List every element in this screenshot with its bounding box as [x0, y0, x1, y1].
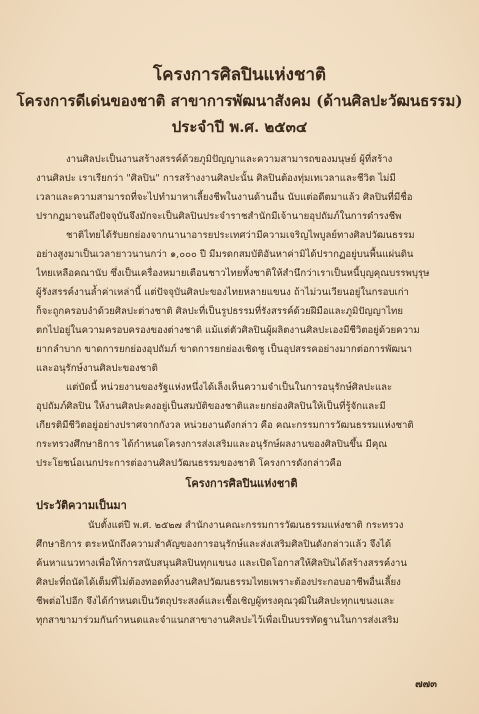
paragraph-line: ปรากฏมาจนถึงปัจจุบันจึงมักจะเป็นศิลปินประจำราชสำนักมีเจ้านายอุปถัมภ์ในการดำรงชีพ: [36, 211, 402, 222]
paragraph-line: ศิลปะที่ถนัดได้เต็มที่ไม่ต้องทอดทิ้งงานศิลปวัฒนธรรมไทยเพราะต้องประกอบอาชีพอื่นเลี้ยง: [36, 577, 401, 588]
paragraph-line: ตกไปอยู่ในความครอบครองของต่างชาติ แม้แต่ตัวศิลปินผู้ผลิตงานศิลปะเองมีชีวิตอยู่ด้วยความ: [36, 325, 420, 336]
paragraph-line: ชาติไทยได้รับยกย่องจากนานาอารยประเทศว่ามีความเจริญไพบูลย์ทางศิลปวัฒนธรรม: [66, 230, 415, 241]
history-heading: ประวัติความเป็นมา: [36, 499, 127, 512]
paragraph-line: เกียรติมีชีวิตอยู่อย่างปราศจากกังวล หน่วยงานดังกล่าว คือ คณะกรรมการวัฒนธรรมแห่งชาติ: [36, 420, 414, 431]
paragraph-line: ไทยเหลือคณานับ ซึ่งเป็นเครื่องหมายเตือนชาวไทยทั้งชาติให้สำนึกว่าเราเป็นหนี้บุญคุณบรรพบุรุษ: [36, 268, 430, 279]
paragraph-line: งานศิลปะ เราเรียกว่า "ศิลปิน" การสร้างงานศิลปะนั้น ศิลปินต้องทุ่มเทเวลาและชีวิต ไม่มี: [36, 173, 396, 184]
paragraph-line: และอนุรักษ์งานศิลปะของชาติ: [36, 363, 158, 374]
title-block: [0, 62, 479, 140]
page-subtitle: โครงการดีเด่นของชาติ สาขาการพัฒนาสังคม (ด้านศิลปะวัฒนธรรม): [16, 92, 463, 110]
paragraph-line: ประโยชน์อเนกประการต่องานศิลปวัฒนธรรมของชาติ โครงการดังกล่าวคือ: [36, 458, 342, 469]
paragraph-line: ก็จะถูกครอบงำด้วยศิลปะต่างชาติ ศิลปะที่เป็นรูปธรรมที่รังสรรค์ด้วยฝีมือและภูมิปัญญาไทย: [36, 306, 403, 317]
page-title: โครงการศิลปินแห่งชาติ: [152, 65, 327, 85]
paragraph-line: ศึกษาธิการ ตระหนักถึงความสำคัญของการอนุรักษ์และส่งเสริมศิลปินดังกล่าวแล้ว จึงได้: [36, 539, 392, 550]
paragraph-line: เวลาและความสามารถที่จะไปทำมาหาเลี้ยงชีพในงานด้านอื่น นับแต่อดีตมาแล้ว ศิลปินที่มีชื่อ: [36, 192, 413, 203]
paragraph-line: ทุกสาขามาร่วมกันกำหนดและจำแนกสาขางานศิลปะไว้เพื่อเป็นบรรทัดฐานในการส่งเสริม: [36, 615, 399, 626]
paragraph-line: นับตั้งแต่ปี พ.ศ. ๒๕๒๗ สำนักงานคณะกรรมการวัฒนธรรมแห่งชาติ กระทรวง: [88, 520, 404, 531]
paragraph-line: ค้นหาแนวทางเพื่อให้การสนับสนุนศิลปินทุกแขนง และเปิดโอกาสให้ศิลปินได้สร้างสรรค์งาน: [36, 558, 407, 569]
section-title: โครงการศิลปินแห่งชาติ: [185, 477, 298, 490]
page-number: ๗๗๓: [415, 679, 437, 690]
paragraph-line: อุปถัมภ์ศิลปิน ให้งานศิลปะคงอยู่เป็นสมบัติของชาติและยกย่องศิลปินให้เป็นที่รู้จักและมี: [36, 401, 386, 412]
paragraph-line: อย่างสูงมาเป็นเวลายาวนานกว่า ๑,๐๐๐ ปี มีมรดกสมบัติอันหาค่ามิได้ปรากฏอยู่บนพื้นแผ่นดิน: [36, 249, 414, 260]
paragraph-line: ชีพต่อไปอีก จึงได้กำหนดเป็นวัตถุประสงค์และเชื้อเชิญผู้ทรงคุณวุฒิในศิลปะทุกแขนงและ: [36, 596, 395, 607]
paragraph-line: กระทรวงศึกษาธิการ ได้กำหนดโครงการส่งเสริมและอนุรักษ์ผลงานของศิลปินขึ้น มีคุณ: [36, 439, 388, 450]
paragraph-line: ผู้รังสรรค์งานล้ำค่าเหล่านี้ แต่ปัจจุบันศิลปะของไทยหลายแขนง ถ้าไม่วนเวียนอยู่ในกรอบเก่า: [36, 287, 409, 298]
paragraph-line: งานศิลปะเป็นงานสร้างสรรค์ด้วยภูมิปัญญาและความสามารถของมนุษย์ ผู้ที่สร้าง: [66, 154, 393, 165]
paragraph-line: ยากลำบาก ขาดการยกย่องอุปถัมภ์ ขาดการยกย่องเชิดชู เป็นอุปสรรคอย่างมากต่อการพัฒนา: [36, 344, 413, 355]
paragraph-line: แต่บัดนี้ หน่วยงานของรัฐแห่งหนึ่งได้เล็งเห็นความจำเป็นในการอนุรักษ์ศิลปะและ: [66, 382, 393, 393]
page-year: ประจำปี พ.ศ. ๒๕๓๔: [171, 118, 308, 136]
body-text: [36, 150, 447, 630]
